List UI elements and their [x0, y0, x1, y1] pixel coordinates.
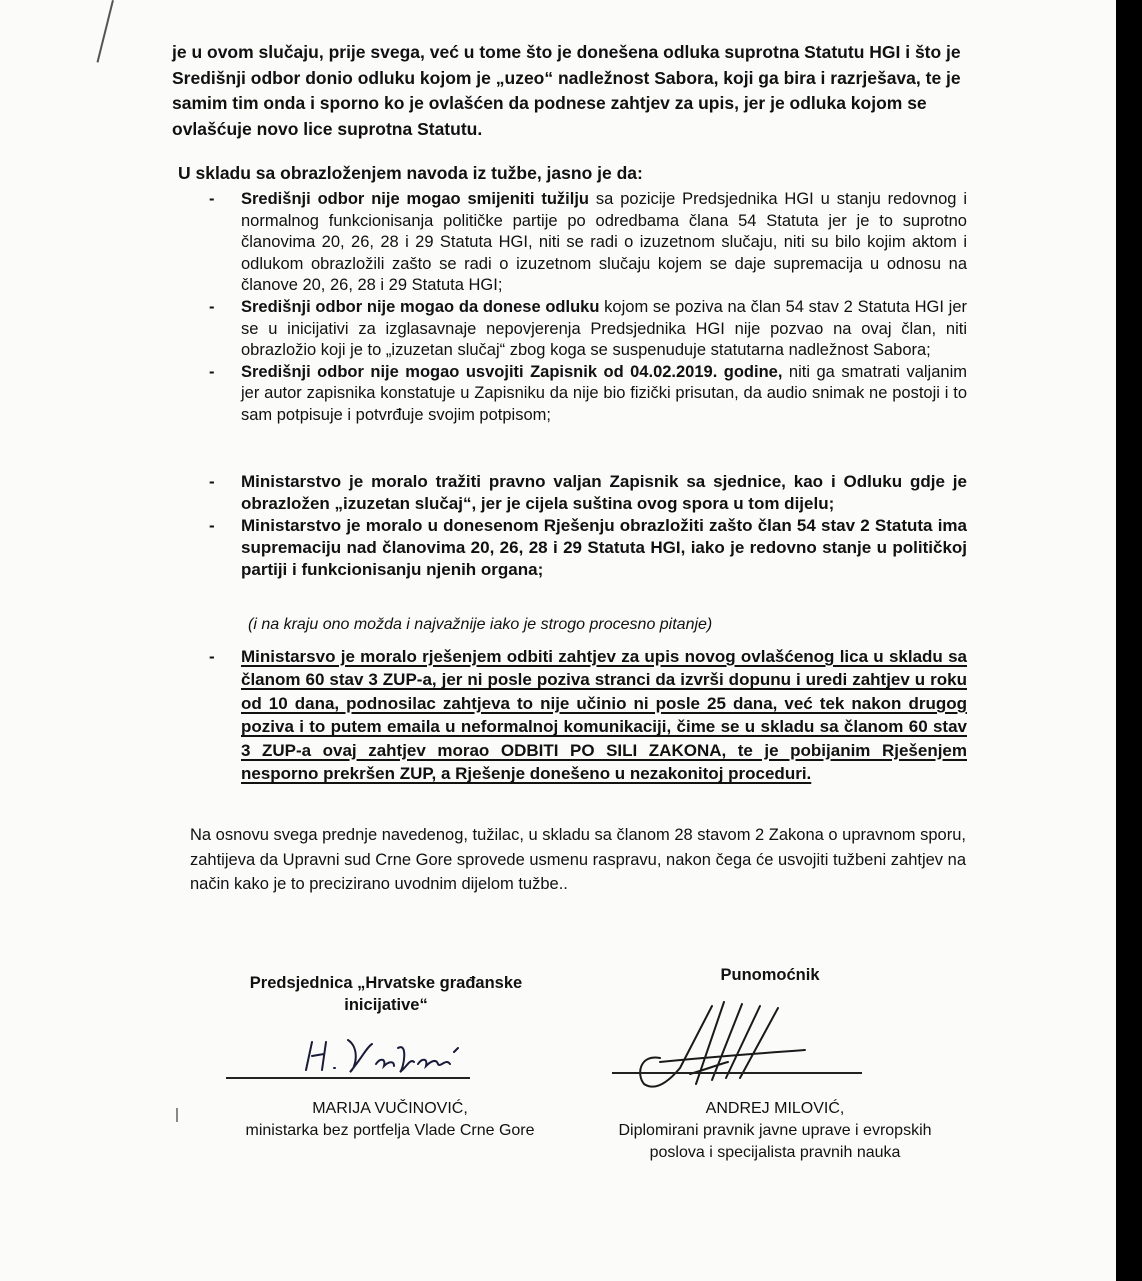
argument-list: [209, 189, 967, 427]
signatory-role: poslova i specijalista pravnih nauka: [649, 1144, 901, 1161]
dash-bullet: -: [209, 516, 215, 535]
list-item: [209, 189, 967, 297]
final-argument: [209, 645, 967, 785]
list-item: [209, 645, 967, 785]
list-item: [209, 471, 967, 515]
scan-speck: [176, 1108, 178, 1122]
procedural-note: (i na kraju ono možda i najvažnije iako je strogo procesno pitanje): [248, 616, 713, 633]
left-signatory-title: [226, 972, 546, 1016]
list-item: [209, 297, 967, 362]
signatory-name: MARIJA VUČINOVIĆ,: [312, 1100, 468, 1117]
right-handwritten-signature: [600, 988, 830, 1098]
dash-bullet: -: [209, 472, 215, 491]
item-bold-text: Središnji odbor nije mogao usvojiti Zapisnik od 04.02.2019. godine,: [241, 362, 783, 381]
title-line: inicijative“: [344, 996, 428, 1014]
left-signatory: [210, 1098, 570, 1142]
item-bold-text: Ministarstvo je moralo tražiti pravno valjan Zapisnik sa sjednice, kao i Odluku gdje je obrazložen „izuzetan slučaj“, jer je cijela suština ovog spora u tom dijelu;: [241, 472, 967, 513]
closing-paragraph: Na osnovu svega prednje navedenog, tužilac, u skladu sa članom 28 stavom 2 Zakona o upravnom sporu, zahtijeva da Upravni sud Crne Gore sprovede usmenu raspravu, nakon čega će usvojiti tužbeni zahtjev na način kako je to precizirano uvodnim dijelom tužbe..: [190, 826, 966, 893]
item-text: niti ga smatrati valjanim jer autor zapisnika konstatuje u Zapisniku da nije bio fizički prisutan, da audio snimak ne postoji i to sam potpisuje i potvrđuje svojim potpisom;: [241, 362, 967, 424]
dash-bullet: -: [209, 362, 215, 381]
item-bold-text: Središnji odbor nije mogao smijeniti tužilju: [241, 190, 589, 208]
opening-paragraph: je u ovom slučaju, prije svega, već u tome što je donešena odluka suprotna Statutu HGI i što je Središnji odbor donio odluku kojom je „uzeo“ nadležnost Sabora, koji ga bira i razrješava, te je samim tim onda i sporno ko je ovlašćen da podnese zahtjev za upis, jer je odluka kojom se ovlašćuje novo lice suprotna Statutu.: [172, 42, 961, 139]
dash-bullet: -: [209, 647, 215, 666]
scan-edge-line: [97, 0, 114, 63]
item-bold-text: Središnji odbor nije mogao da donese odluku: [241, 297, 600, 316]
signatory-role: Diplomirani pravnik javne uprave i evropskih: [618, 1122, 932, 1139]
dash-bullet: -: [209, 190, 215, 208]
right-signatory: [575, 1098, 975, 1164]
left-handwritten-signature: [290, 1028, 480, 1083]
dash-bullet: -: [209, 297, 215, 316]
item-text: sa pozicije Predsjednika HGI u stanju redovnog i normalnog funkcionisanja političke partije po odredbama člana 54 Statuta jer je to suprotno članovima 20, 26, 28 i 29 Statuta HGI, niti se radi o izuzetnom slučaju, niti su bilo kojim aktom i odlukom obrazložili zašto se radi o izuzetnom slučaju kojem se daje supremacija u odnosu na članove 20, 26, 28 i 29 Statuta HGI;: [241, 190, 967, 295]
list-intro: U skladu sa obrazloženjem navoda iz tužbe, jasno je da:: [178, 163, 643, 183]
signatory-role: ministarka bez portfelja Vlade Crne Gore: [245, 1122, 535, 1139]
argument-list-continued: [209, 471, 967, 581]
item-text: kojom se poziva na član 54 stav 2 Statuta HGI jer se u inicijativi za izglasavnaje nepovjerenja Predsjednika HGI nije pozvao na ovaj član, niti obrazložio koji je to „izuzetan slučaj“ zbog koga se suspenuduje statutarna nadležnost Sabora;: [241, 297, 967, 360]
item-bold-text: Ministarstvo je moralo u donesenom Rješenju obrazložiti zašto član 54 stav 2 Statuta ima supremaciju nad članovima 20, 26, 28 i 29 Statuta HGI, iako je redovno stanje u političkoj partiji i funkcionisanju njenih organa;: [241, 516, 967, 579]
list-item: [209, 515, 967, 581]
list-item: [209, 362, 967, 427]
underlined-argument-text: Ministarsvo je moralo rješenjem odbiti zahtjev za upis novog ovlašćenog lica u skladu sa članom 60 stav 3 ZUP-a, jer ni posle poziva stranci da izvrši dopunu i uredi zahtjev u roku od 10 dana, podnosilac zahtjeva to nije učinio ni posle 25 dana, već tek nakon drugog poziva i to putem emaila u neformalnoj komunikaciji, čime se u skladu sa članom 60 stav 3 ZUP-a ovaj zahtjev morao ODBITI PO SILI ZAKONA, te je pobijanim Rješenjem nesporno prekršen ZUP, a Rješenje donešeno u nezakonitoj proceduri.: [241, 647, 967, 784]
left-signature-line: [226, 1077, 470, 1079]
right-signatory-title: Punomoćnik: [720, 966, 820, 984]
title-line: Predsjednica „Hrvatske građanske: [249, 974, 523, 992]
right-signature-line: [612, 1072, 862, 1074]
signatory-name: ANDREJ MILOVIĆ,: [705, 1100, 845, 1117]
